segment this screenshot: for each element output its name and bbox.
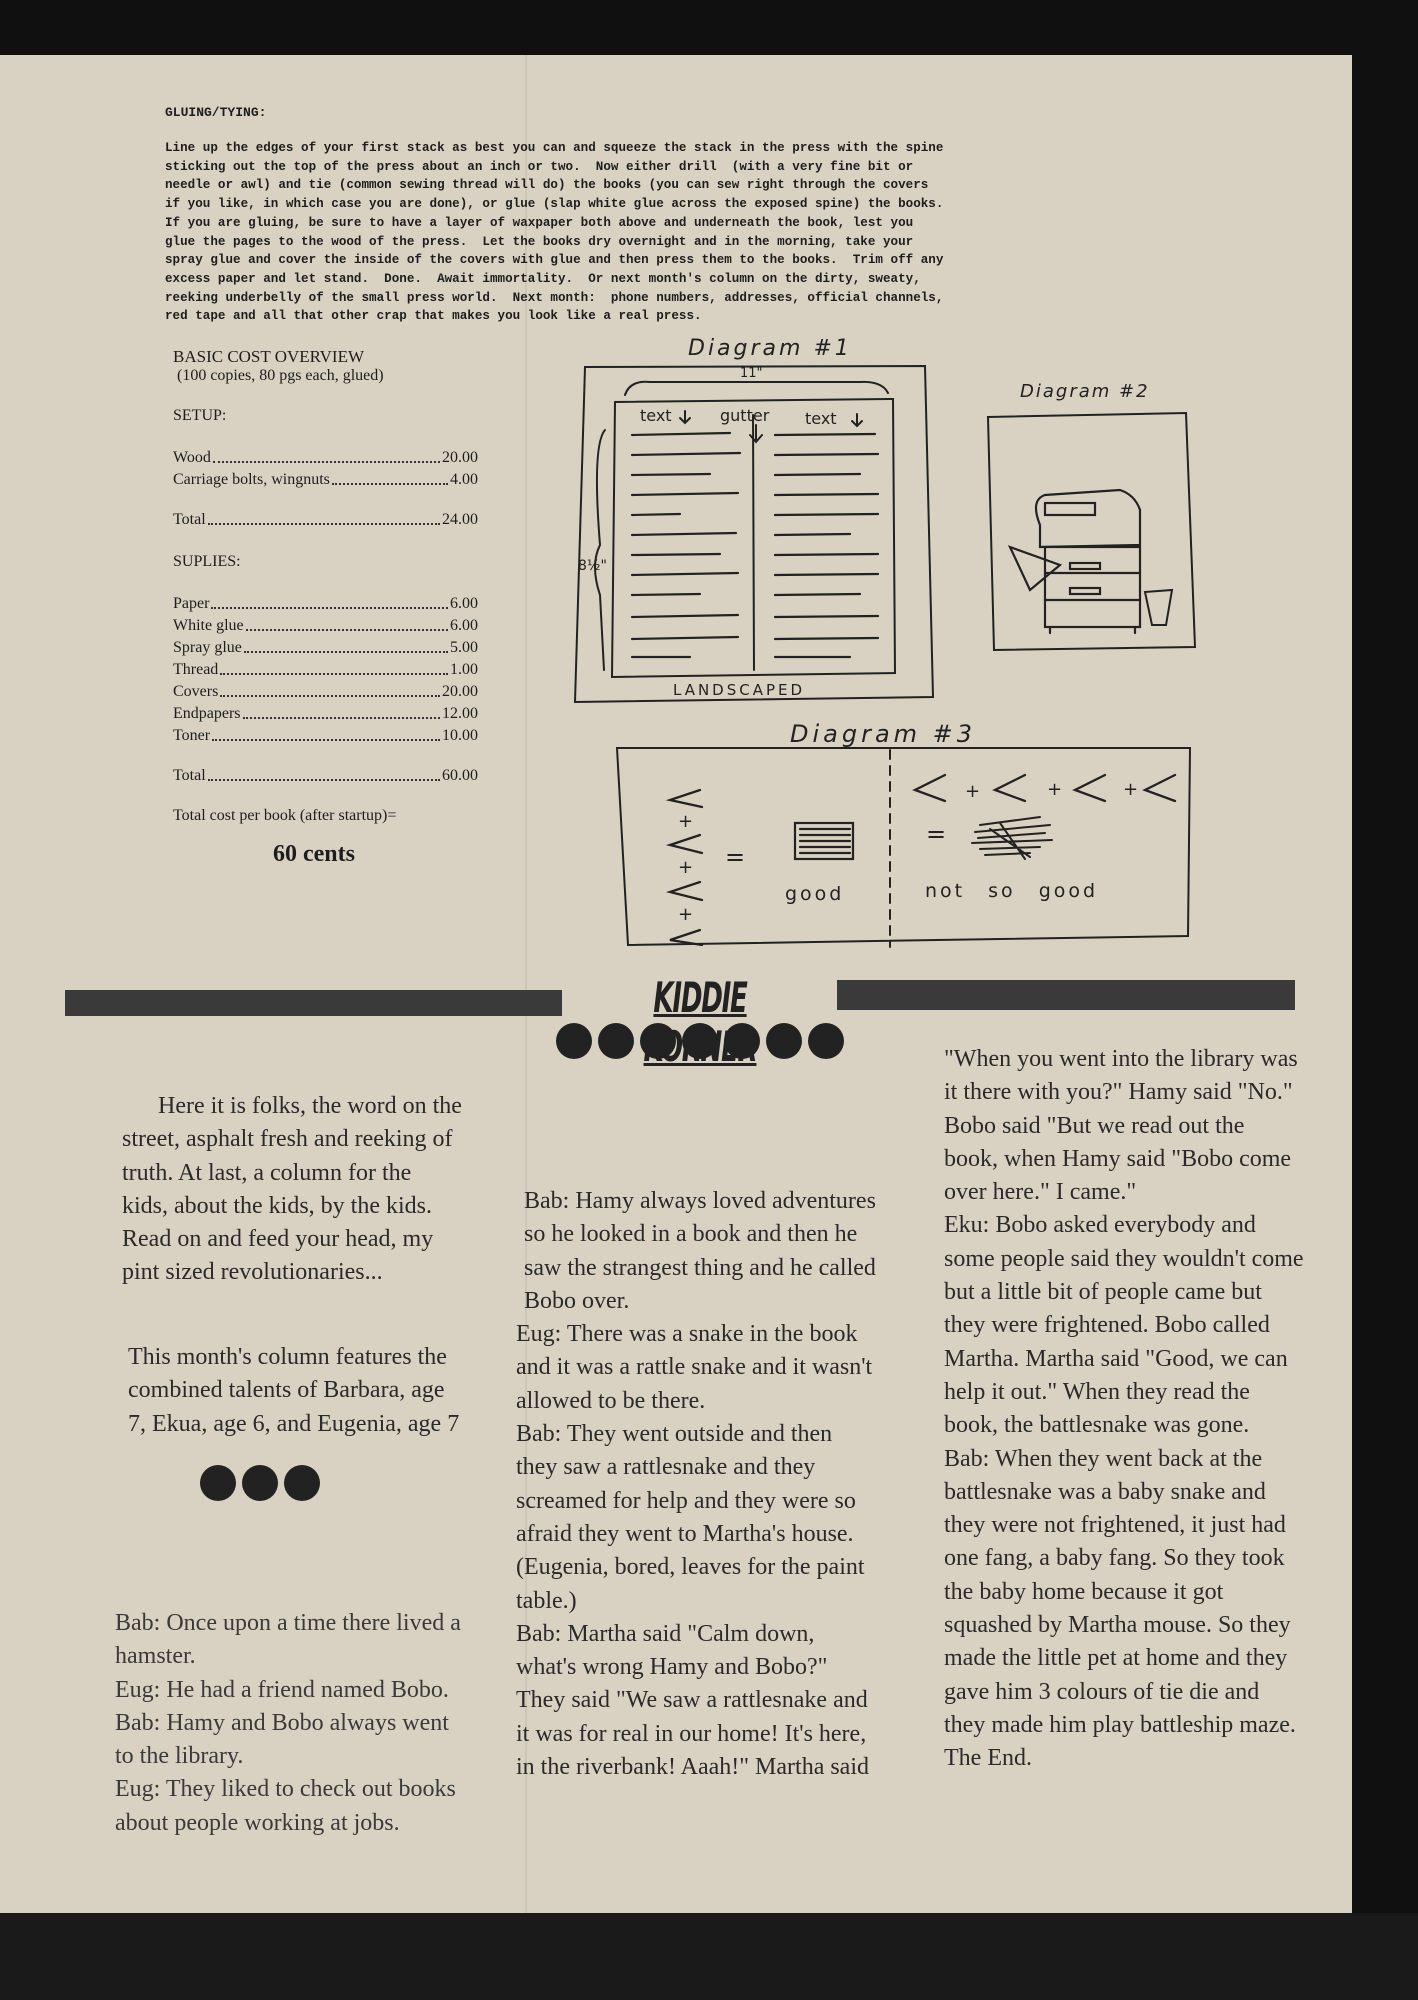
setup-total-row: Total 24.00 <box>173 511 478 528</box>
diagram1-text-lines-left <box>632 433 740 657</box>
diagram1-gutter <box>753 415 754 670</box>
diagram1-text-lines-right <box>775 434 878 657</box>
per-book-label: Total cost per book (after startup)= <box>173 807 397 824</box>
hand-drawn-diagrams <box>560 335 1220 955</box>
glue-line: red tape and all that other crap that makes you look like a real press. <box>165 309 702 324</box>
glue-line: needle or awl) and tie (common sewing thread will do) the books (you can sew right through the covers <box>165 178 929 193</box>
cost-row: Covers 20.00 <box>173 683 478 700</box>
plus-sign: + <box>678 811 694 832</box>
dot <box>766 1023 802 1059</box>
cost-row: Endpapers 12.00 <box>173 705 478 722</box>
per-book-value: 60 cents <box>273 841 355 867</box>
neat-book-stack-icon <box>795 823 853 859</box>
gluing-heading: GLUING/TYING: <box>165 105 267 120</box>
cost-row: White glue 6.00 <box>173 617 478 634</box>
dot <box>200 1465 236 1501</box>
story-column-2 <box>516 1185 876 1784</box>
glue-line: excess paper and let stand. Done. Await immortality. Or next month's column on the dirty, sweaty, <box>165 271 921 286</box>
dot <box>640 1023 676 1059</box>
arrow <box>750 425 762 442</box>
scan-bottom-edge <box>0 1913 1418 2000</box>
kiddie-korner-title: KIDDIE <box>653 973 747 1022</box>
story-paragraph: Bab: They went outside and then they saw a rattlesnake and they screamed for help and they were so afraid they went to Martha's house. <box>516 1421 856 1547</box>
diagram1-title: Diagram #1 <box>688 336 852 361</box>
plus-sign: + <box>678 857 694 878</box>
story-paragraph: Eku: Bobo asked everybody and some people said they wouldn't come but a little bit of people came but they were frightened. Bobo called Martha. Martha said "Good, we can help it out." When they read the book, the battlesnake was gone. <box>944 1212 1304 1439</box>
diagram1-height-label: 8½" <box>578 558 607 574</box>
newspaper-page <box>0 55 1352 1913</box>
diagram1-width-label: 11" <box>740 366 763 381</box>
glue-line: Line up the edges of your first stack as best you can and squeeze the stack in the press with the spine <box>165 141 944 155</box>
supplies-total-row: Total 60.00 <box>173 767 478 784</box>
story-column-1 <box>115 1607 465 1840</box>
gluing-paragraph <box>165 139 1205 326</box>
diagram3-frame <box>617 748 1190 945</box>
features-text: This month's column features the combined talents of Barbara, age 7, Ekua, age 6, and Eugenia, age 7 <box>128 1344 460 1437</box>
glue-line: If you are gluing, be sure to have a layer of waxpaper both above and underneath the book, lest you <box>165 215 914 230</box>
diagram1-height-bracket <box>595 430 605 670</box>
glue-line: if you like, in which case you are done), or glue (slap white glue across the exposed spine) the books. <box>165 197 944 212</box>
dot <box>284 1465 320 1501</box>
kiddie-intro <box>122 1090 462 1290</box>
cost-row: Toner 10.00 <box>173 727 478 744</box>
cost-row: Thread 1.00 <box>173 661 478 678</box>
messy-stack-icon <box>972 817 1052 859</box>
plus-sign: + <box>1123 779 1139 800</box>
plus-sign: + <box>1047 779 1063 800</box>
diagram3-title: Diagram #3 <box>790 720 977 748</box>
story-column-3 <box>944 1043 1304 1776</box>
diagram1-caption: LANDSCAPED <box>673 681 806 699</box>
arrow <box>852 414 862 426</box>
cost-row: Carriage bolts, wingnuts 4.00 <box>173 471 478 488</box>
trash-can-icon <box>1145 590 1172 625</box>
diagram2-frame <box>988 413 1195 650</box>
story-paragraph: Bab: Hamy always loved adventures so he looked in a book and then he saw the strangest thing and he called Bobo over. <box>524 1188 876 1314</box>
diagram1-gutter-label: gutter <box>720 406 770 425</box>
good-label: good <box>785 883 845 905</box>
glue-line: glue the pages to the wood of the press. Let the books dry overnight and in the morning, take your <box>165 234 914 249</box>
dot <box>598 1023 634 1059</box>
not-so-good-label: not so good <box>925 880 1099 902</box>
banner-bar-right <box>837 980 1295 1010</box>
story-paragraph: Eug: They liked to check out books about people working at jobs. <box>115 1776 456 1836</box>
dot <box>682 1023 718 1059</box>
glue-line: spray glue and cover the inside of the covers with glue and then press them to the books. Trim off any <box>165 253 944 268</box>
plus-sign: + <box>965 781 981 802</box>
section-dots <box>200 1465 320 1501</box>
dot <box>556 1023 592 1059</box>
diagram2-title: Diagram #2 <box>1020 381 1150 402</box>
equals-sign: = <box>926 820 947 848</box>
diagram1-text-left: text <box>640 406 672 425</box>
dot <box>242 1465 278 1501</box>
cost-row: Paper 6.00 <box>173 595 478 612</box>
story-paragraph: Bab: Martha said "Calm down, what's wrong Hamy and Bobo?" They said "We saw a rattlesnake and it was for real in our home! It's here, in the riverbank! Aaah!" Martha said <box>516 1620 870 1781</box>
cost-row: Wood 20.00 <box>173 449 478 466</box>
intro-text: Here it is folks, the word on the street, asphalt fresh and reeking of truth. At last, a column for the kids, about the kids, by the kids. Read on and feed your head, my pint sized revolutionaries... <box>122 1093 462 1286</box>
title-dots <box>556 1023 844 1059</box>
equals-sign: = <box>725 843 746 871</box>
cost-title: BASIC COST OVERVIEW <box>173 347 365 366</box>
story-paragraph: "When you went into the library was it there with you?" Hamy said "No." Bobo said "But we read out the book, when Hamy said "Bobo come over here." I came." <box>944 1046 1298 1206</box>
story-paragraph: Bab: When they went back at the battlesnake was a baby snake and they were not frightened, it just had one fang, a baby fang. So they took the baby home because it got squashed by Martha mouse. So they made the little pet at home and they gave him 3 colours of tie die and they made him play battleship maze. The End. <box>944 1445 1296 1772</box>
glue-line: reeking underbelly of the small press world. Next month: phone numbers, addresses, official channels, <box>165 290 944 305</box>
story-paragraph: (Eugenia, bored, leaves for the paint table.) <box>516 1554 865 1614</box>
cost-row: Spray glue 5.00 <box>173 639 478 656</box>
dot <box>724 1023 760 1059</box>
kiddie-features <box>128 1341 468 1441</box>
plus-sign: + <box>678 904 694 925</box>
setup-label: SETUP: <box>173 407 227 424</box>
glue-line: sticking out the top of the press about an inch or two. Now either drill (with a very fine bit or <box>165 159 914 174</box>
cost-overview <box>173 347 478 868</box>
diagram1-text-right: text <box>805 409 837 428</box>
cost-subtitle: (100 copies, 80 pgs each, glued) <box>177 367 384 384</box>
diagram1-width-bracket <box>625 382 888 395</box>
story-paragraph: Eug: He had a friend named Bobo. <box>115 1676 449 1703</box>
story-paragraph: Bab: Hamy and Bobo always went to the library. <box>115 1709 449 1770</box>
supplies-label: SUPLIES: <box>173 553 241 570</box>
copier-icon <box>1010 490 1140 633</box>
arrow <box>680 411 690 423</box>
story-paragraph: Bab: Once upon a time there lived a hamster. <box>115 1610 461 1670</box>
story-paragraph: Eug: There was a snake in the book and it was a rattle snake and it wasn't allowed to be there. <box>516 1321 873 1414</box>
banner-bar-left <box>65 990 562 1016</box>
dot <box>808 1023 844 1059</box>
